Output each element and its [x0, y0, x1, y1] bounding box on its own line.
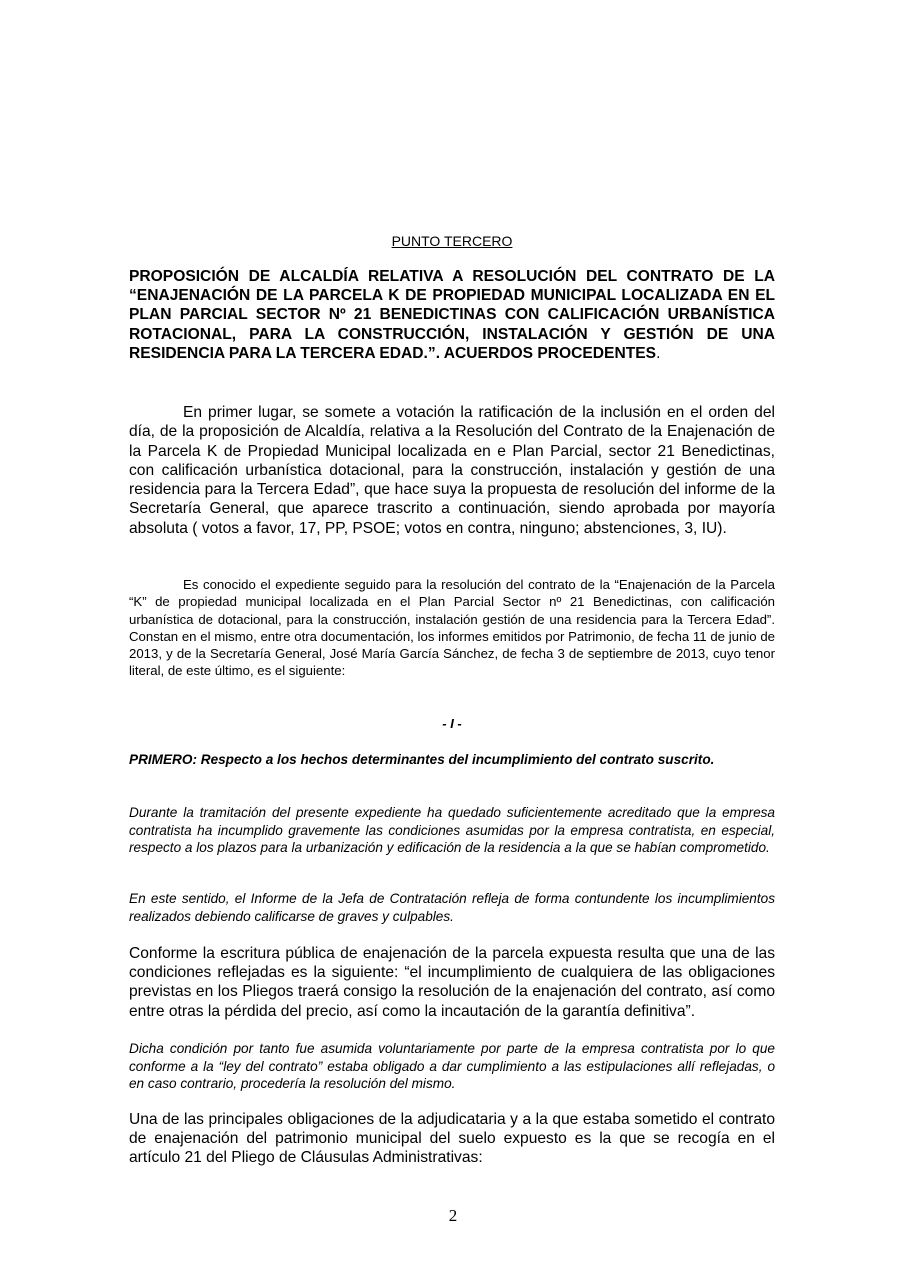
section-roman-numeral: - I - — [442, 716, 462, 731]
paragraph-tramitacion: Durante la tramitación del presente expediente ha quedado suficientemente acreditado que la empresa contratista ha incumplido gravemente las condiciones asumidas por la empresa contratista, en especial, respecto a los plazos para la urbanización y edificación de la residencia a la que se habían comprometido. — [129, 805, 775, 856]
proposal-title-tail: . — [656, 344, 661, 362]
paragraph-ratification: En primer lugar, se somete a votación la ratificación de la inclusión en el orden del día, de la proposición de Alcaldía, relativa a la Resolución del Contrato de la Enajenación de la Parcela K de Propiedad Municipal localizada en e Plan Parcial, sector 21 Benedictinas, con calificación urbanística dotacional, para la construcción, instalación y gestión de una residencia para la Tercera Edad”, que hace suya la propuesta de resolución del informe de la Secretaría General, que aparece trascrito a continuación, siendo aprobada por mayoría absoluta ( votos a favor, 17, PP, PSOE; votos en contra, ninguno; abstenciones, 3, IU). — [129, 404, 775, 537]
section-heading — [129, 233, 775, 249]
page-number: 2 — [448, 1206, 458, 1225]
paragraph-escritura: Conforme la escritura pública de enajenación de la parcela expuesta resulta que una de las condiciones reflejadas es la siguiente: “el incumplimiento de cualquiera de las obligaciones previstas en los Pliegos traerá consigo la resolución de la enajenación del contrato, así como entre otras la pérdida del precio, así como la incautación de la garantía definitiva”. — [129, 945, 775, 1020]
section-heading-text: PUNTO TERCERO — [391, 233, 513, 249]
proposal-title-bold: PROPOSICIÓN DE ALCALDÍA RELATIVA A RESOLUCIÓN DEL CONTRATO DE LA “ENAJENACIÓN DE LA PARCELA K DE PROPIEDAD MUNICIPAL LOCALIZADA EN EL PLAN PARCIAL SECTOR Nº 21 BENEDICTINAS CON CALIFICACIÓN URBANÍSTICA ROTACIONAL, PARA LA CONSTRUCCIÓN, INSTALACIÓN Y GESTIÓN DE UNA RESIDENCIA PARA LA TERCERA EDAD.”. ACUERDOS PROCEDENTES — [129, 268, 775, 362]
proposal-title — [129, 267, 775, 363]
paragraph-obligaciones: Una de las principales obligaciones de la adjudicataria y a la que estaba sometido el contrato de enajenación del patrimonio municipal del suelo expuesto es la que se recogía en el artículo 21 del Pliego de Cláusulas Administrativas: — [129, 1111, 775, 1167]
paragraph-primero-heading: PRIMERO: Respecto a los hechos determinantes del incumplimiento del contrato suscrito. — [129, 752, 715, 767]
paragraph-informe: En este sentido, el Informe de la Jefa de Contratación refleja de forma contundente los incumplimientos realizados debiendo calificarse de graves y culpables. — [129, 891, 775, 924]
paragraph-condicion: Dicha condición por tanto fue asumida voluntariamente por parte de la empresa contratista por lo que conforme a la “ley del contrato” estaba obligado a dar cumplimiento a las estipulaciones allí reflejadas, o en caso contrario, procedería la resolución del mismo. — [129, 1041, 775, 1092]
paragraph-expediente: Es conocido el expediente seguido para la resolución del contrato de la “Enajenación de la Parcela “K” de propiedad municipal localizada en el Plan Parcial Sector nº 21 Benedictinas, con calificación urbanística de dotacional, para la construcción, instalación gestión de una residencia para la Tercera Edad”. Constan en el mismo, entre otra documentación, los informes emitidos por Patrimonio, de fecha 11 de junio de 2013, y de la Secretaría General, José María García Sánchez, de fecha 3 de septiembre de 2013, cuyo tenor literal, de este último, es el siguiente: — [129, 577, 775, 679]
